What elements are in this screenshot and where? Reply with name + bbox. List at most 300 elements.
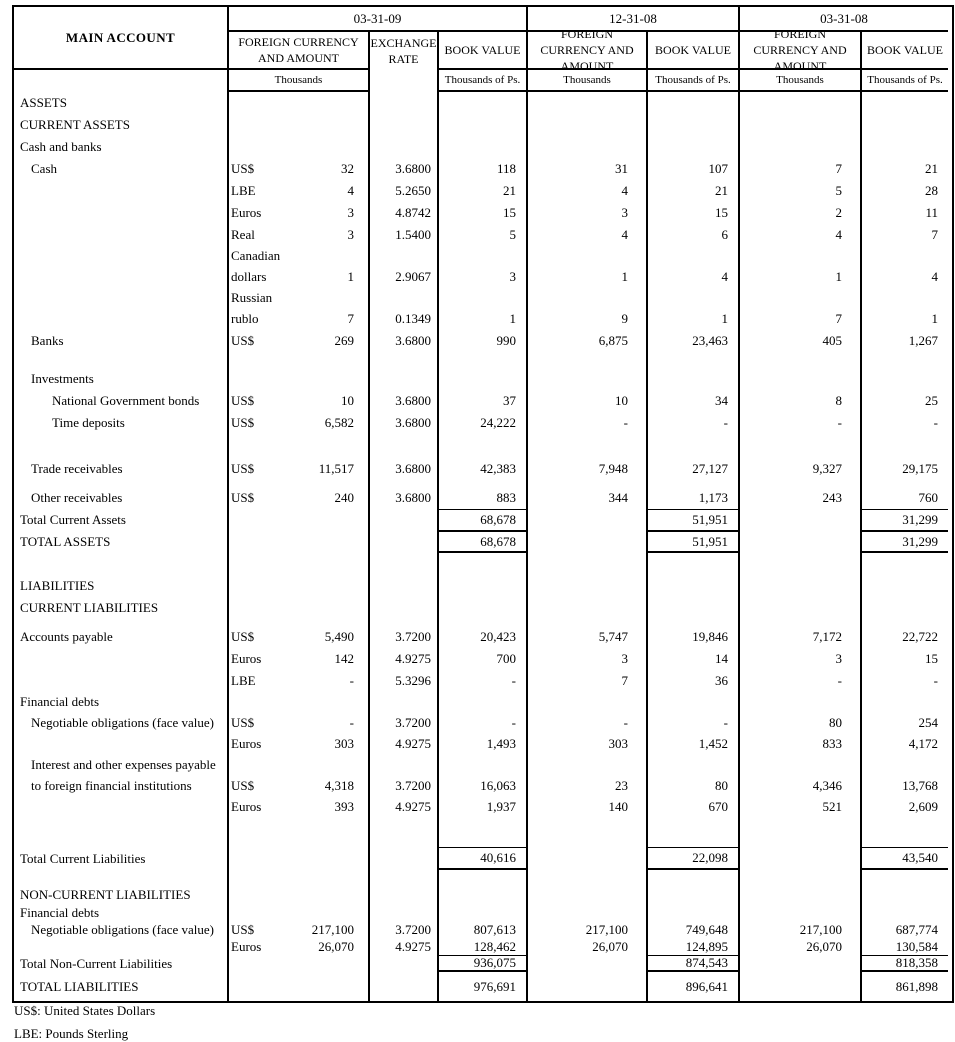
foreign-currency-12-cell: 23 [528,775,648,796]
book-value-08-cell: 861,898 [895,978,938,994]
currency-amount: 5,490 [324,629,354,644]
book-value-12-cell: 14 [648,648,740,670]
book-value-08-cell [862,246,948,266]
book-value-12-cell: 874,543 [648,955,740,972]
table-row [14,886,952,904]
book-value-08-cell: 1,267 [908,333,938,348]
foreign-currency-12-cell [528,352,648,368]
account-label-cell [14,487,229,509]
currency-amount: 3 [347,205,354,220]
currency-amount: 4 [347,183,354,198]
table-row [14,412,952,434]
book-value-09-cell: 21 [439,180,528,202]
currency-code: US$ [231,333,255,348]
account-label-cell [14,597,229,619]
book-value-12-cell [648,692,740,712]
foreign-currency-09-cell [229,597,370,619]
table-row [14,266,952,288]
foreign-currency-08-cell [740,352,862,368]
table-row [14,904,952,921]
book-value-12-cell [648,480,740,487]
foreign-currency-12-cell: - [528,412,648,434]
foreign-currency-08-cell: 7,172 [740,626,862,648]
exchange-rate-cell: 3.7200 [370,712,439,733]
foreign-currency-09-cell [229,796,370,817]
foreign-currency-12-cell [528,847,648,870]
currency-amount: - [349,714,354,730]
table-body [14,92,952,1001]
book-value-12-cell: 670 [648,796,740,817]
foreign-currency-09-cell [229,487,370,509]
account-label-cell [14,266,229,288]
table-row [14,597,952,619]
book-value-09-cell [439,870,528,886]
foreign-currency-09-cell [229,92,370,114]
account-label: National Government bonds [52,393,200,408]
book-value-09-cell [439,92,528,114]
table-row [14,648,952,670]
col-header-foreign-currency-09: FOREIGN CURRENCY AND AMOUNT [229,32,370,70]
book-value-12-cell: 4 [648,266,740,288]
account-label: Financial debts [20,694,100,709]
account-label: Total Current Liabilities [20,850,146,866]
table-row [14,458,952,480]
table-row [14,847,952,870]
book-value-09-cell [439,597,528,619]
foreign-currency-08-cell: 7 [740,158,862,180]
account-label-cell [14,692,229,712]
foreign-currency-08-cell: 2 [740,202,862,224]
book-value-12-cell: 896,641 [648,972,740,1001]
table-row [14,733,952,754]
account-label: Investments [31,371,94,386]
foreign-currency-08-cell [740,955,862,972]
foreign-currency-08-cell: 80 [740,712,862,733]
foreign-currency-12-cell: - [528,712,648,733]
book-value-09-cell [439,368,528,390]
table-row [14,330,952,352]
book-value-08-cell: 818,358 [862,955,948,972]
foreign-currency-12-cell [528,972,648,1001]
foreign-currency-09-cell [229,412,370,434]
foreign-currency-08-cell [740,114,862,136]
foreign-currency-08-cell: 8 [740,390,862,412]
account-label: Negotiable obligations (face value) [31,714,215,730]
book-value-12-cell: 22,098 [648,847,740,870]
book-value-08-cell [862,352,948,368]
foreign-currency-09-cell [229,288,370,308]
date-03-31-08: 03-31-08 [740,7,948,32]
book-value-12-cell [648,136,740,158]
foreign-currency-12-cell: 4 [528,224,648,246]
book-value-12-cell: 1,452 [648,733,740,754]
book-value-12-cell: 51,951 [648,531,740,553]
book-value-09-cell: 990 [439,330,528,352]
foreign-currency-12-cell: 31 [528,158,648,180]
table-row [14,92,952,114]
financial-table [12,5,954,1003]
foreign-currency-08-cell [740,817,862,847]
foreign-currency-09-cell [229,246,370,266]
account-label-cell [14,553,229,575]
account-label-cell [14,158,229,180]
book-value-08-cell: 760 [918,490,938,505]
book-value-09-cell [439,114,528,136]
account-label-cell [14,870,229,886]
currency-code: Euros [231,735,262,751]
book-value-09-cell [439,246,528,266]
account-label: to foreign financial institutions [31,777,192,793]
foreign-currency-12-cell [528,288,648,308]
book-value-08-cell: 1 [931,311,938,326]
account-label: Accounts payable [20,629,113,644]
exchange-rate-cell: 5.3296 [370,670,439,692]
table-row [14,288,952,308]
unit-thousands-08: Thousands [740,70,862,92]
account-label: Trade receivables [31,461,123,476]
foreign-currency-08-cell [740,847,862,870]
currency-amount: 303 [334,735,354,751]
foreign-currency-09-cell [229,202,370,224]
foreign-currency-08-cell [740,886,862,904]
exchange-rate-cell: 4.9275 [370,796,439,817]
currency-code: US$ [231,921,255,937]
table-row [14,870,952,886]
foreign-currency-12-cell [528,509,648,531]
currency-code: US$ [231,629,255,644]
book-value-09-cell: 3 [439,266,528,288]
account-label-cell [14,626,229,648]
unit-thousands-09: Thousands [229,70,370,92]
account-label: CURRENT ASSETS [20,117,130,132]
book-value-12-cell [648,434,740,458]
exchange-rate-cell [370,955,439,972]
foreign-currency-09-cell [229,712,370,733]
account-label-cell [14,972,229,1001]
table-row [14,575,952,597]
foreign-currency-12-cell: 3 [528,648,648,670]
table-row [14,202,952,224]
currency-code: US$ [231,777,255,793]
currency-amount: 10 [341,393,354,408]
book-value-09-cell [439,136,528,158]
exchange-rate-cell [370,754,439,775]
account-label-cell [14,458,229,480]
foreign-currency-12-cell: 7,948 [528,458,648,480]
account-label-cell [14,330,229,352]
foreign-currency-12-cell [528,904,648,921]
book-value-09-cell: 1 [439,308,528,330]
foreign-currency-08-cell [740,575,862,597]
book-value-12-cell [648,904,740,921]
book-value-12-cell: 749,648 [648,921,740,938]
currency-code: US$ [231,415,255,430]
book-value-12-cell: - [648,412,740,434]
account-label-cell [14,434,229,458]
book-value-09-cell: 128,462 [439,938,528,955]
foreign-currency-09-cell [229,158,370,180]
unit-thousands-12: Thousands [528,70,648,92]
account-label-cell [14,480,229,487]
account-label-cell [14,648,229,670]
exchange-rate-cell: 3.6800 [370,412,439,434]
book-value-09-cell: 40,616 [439,847,528,870]
foreign-currency-12-cell [528,553,648,575]
date-03-31-09: 03-31-09 [229,7,528,32]
account-label-cell [14,288,229,308]
book-value-09-cell: 68,678 [439,531,528,553]
currency-amount: 217,100 [311,921,354,937]
account-label-cell [14,246,229,266]
book-value-09-cell: 936,075 [439,955,528,972]
foreign-currency-12-cell [528,531,648,553]
table-row [14,246,952,266]
exchange-rate-cell: 3.6800 [370,390,439,412]
foreign-currency-09-cell [229,817,370,847]
book-value-12-cell: 27,127 [648,458,740,480]
book-value-09-cell: 15 [439,202,528,224]
book-value-08-cell [862,754,948,775]
foreign-currency-09-cell [229,938,370,955]
foreign-currency-08-cell: 9,327 [740,458,862,480]
exchange-rate-cell: 1.5400 [370,224,439,246]
book-value-12-cell [648,886,740,904]
book-value-09-cell: 118 [439,158,528,180]
foreign-currency-12-cell: 140 [528,796,648,817]
exchange-rate-cell: 3.7200 [370,775,439,796]
book-value-12-cell: 1 [648,308,740,330]
book-value-08-cell: 31,299 [862,531,948,553]
exchange-rate-cell: 5.2650 [370,180,439,202]
account-label-cell [14,754,229,775]
foreign-currency-08-cell: 26,070 [740,938,862,955]
currency-amount: 32 [341,161,354,176]
foreign-currency-09-cell [229,955,370,972]
footnote-usd: US$: United States Dollars [14,1003,156,1018]
exchange-rate-cell [370,246,439,266]
table-row [14,487,952,509]
table-header [14,7,952,74]
currency-code: US$ [231,461,255,476]
book-value-08-cell [862,92,948,114]
date-12-31-08: 12-31-08 [528,7,740,32]
foreign-currency-08-cell: 1 [740,266,862,288]
foreign-currency-09-cell [229,626,370,648]
foreign-currency-12-cell [528,597,648,619]
book-value-12-cell: 107 [648,158,740,180]
foreign-currency-08-cell [740,619,862,626]
account-label: Financial debts [20,904,100,920]
table-row [14,712,952,733]
exchange-rate-cell: 4.9275 [370,648,439,670]
book-value-08-cell: 13,768 [902,777,938,793]
book-value-09-cell [439,434,528,458]
book-value-09-cell [439,904,528,921]
currency-amount: 4,318 [324,777,354,793]
currency-amount: 7 [347,311,354,326]
foreign-currency-08-cell [740,754,862,775]
foreign-currency-12-cell: 217,100 [528,921,648,938]
foreign-currency-09-cell [229,692,370,712]
book-value-12-cell [648,246,740,266]
exchange-rate-cell [370,114,439,136]
foreign-currency-08-cell [740,531,862,553]
book-value-08-cell [862,553,948,575]
foreign-currency-09-cell [229,886,370,904]
table-row [14,180,952,202]
foreign-currency-08-cell [740,136,862,158]
foreign-currency-09-cell [229,754,370,775]
foreign-currency-12-cell [528,619,648,626]
exchange-rate-cell [370,904,439,921]
account-label: Cash [31,161,57,176]
currency-code: rublo [231,311,259,326]
footnote-lbe: LBE: Pounds Sterling [14,1026,129,1041]
foreign-currency-09-cell [229,553,370,575]
foreign-currency-09-cell [229,180,370,202]
book-value-09-cell [439,692,528,712]
table-row [14,921,952,938]
foreign-currency-12-cell: 4 [528,180,648,202]
book-value-12-cell [648,114,740,136]
foreign-currency-09-cell [229,847,370,870]
book-value-12-cell: 51,951 [648,509,740,531]
account-label: Time deposits [52,415,125,430]
book-value-08-cell: - [933,673,938,688]
foreign-currency-08-cell: 833 [740,733,862,754]
exchange-rate-cell [370,575,439,597]
book-value-08-cell: 21 [925,161,938,176]
book-value-12-cell: 15 [648,202,740,224]
account-label-cell [14,938,229,955]
book-value-08-cell: 4,172 [908,735,938,751]
foreign-currency-09-cell [229,733,370,754]
account-label-cell [14,92,229,114]
foreign-currency-12-cell: 7 [528,670,648,692]
currency-amount: - [349,673,354,688]
book-value-09-cell [439,886,528,904]
currency-amount: 6,582 [324,415,354,430]
account-label: Total Non-Current Liabilities [20,955,173,971]
book-value-09-cell: 1,937 [439,796,528,817]
currency-code: US$ [231,161,255,176]
currency-code: LBE [231,673,256,688]
book-value-09-cell: 807,613 [439,921,528,938]
table-row [14,509,952,531]
book-value-08-cell: 29,175 [902,461,938,476]
book-value-09-cell [439,754,528,775]
units-label-cell [14,70,229,92]
book-value-08-cell: - [933,415,938,430]
foreign-currency-08-cell: 7 [740,308,862,330]
book-value-08-cell [862,597,948,619]
book-value-08-cell: 15 [925,651,938,666]
account-label-cell [14,904,229,921]
table-row [14,158,952,180]
book-value-08-cell [862,692,948,712]
book-value-09-cell: - [439,670,528,692]
exchange-rate-cell: 3.6800 [370,330,439,352]
account-label-cell [14,308,229,330]
book-value-12-cell [648,368,740,390]
exchange-rate-cell [370,136,439,158]
book-value-08-cell [862,904,948,921]
foreign-currency-09-cell [229,531,370,553]
col-header-book-value-08: BOOK VALUE [862,32,948,70]
foreign-currency-12-cell [528,92,648,114]
table-row [14,817,952,847]
currency-code: dollars [231,269,267,284]
foreign-currency-09-cell [229,330,370,352]
book-value-09-cell: 16,063 [439,775,528,796]
account-label-cell [14,575,229,597]
table-row [14,308,952,330]
foreign-currency-09-cell [229,921,370,938]
currency-amount: 269 [334,333,354,348]
unit-thousands-ps-12: Thousands of Ps. [648,70,740,92]
account-label-cell [14,733,229,754]
foreign-currency-08-cell: 243 [740,487,862,509]
book-value-08-cell: 25 [925,393,938,408]
currency-amount: 142 [334,651,354,666]
book-value-09-cell [439,817,528,847]
book-value-12-cell [648,553,740,575]
currency-code: US$ [231,490,255,505]
foreign-currency-12-cell [528,886,648,904]
account-label-cell [14,390,229,412]
exchange-rate-cell [370,92,439,114]
account-label-cell [14,412,229,434]
currency-code: Euros [231,205,262,220]
foreign-currency-12-cell: 5,747 [528,626,648,648]
book-value-08-cell [862,870,948,886]
exchange-rate-cell [370,509,439,531]
book-value-08-cell: 31,299 [862,509,948,531]
book-value-09-cell: - [439,712,528,733]
foreign-currency-12-cell [528,692,648,712]
foreign-currency-09-cell [229,870,370,886]
foreign-currency-09-cell [229,904,370,921]
foreign-currency-12-cell [528,955,648,972]
foreign-currency-08-cell: 4,346 [740,775,862,796]
foreign-currency-08-cell: 405 [740,330,862,352]
exchange-rate-cell [370,480,439,487]
foreign-currency-08-cell [740,288,862,308]
book-value-12-cell: 21 [648,180,740,202]
table-row [14,224,952,246]
book-value-08-cell [862,136,948,158]
foreign-currency-08-cell [740,597,862,619]
book-value-09-cell: 883 [439,487,528,509]
currency-amount: 26,070 [318,938,354,954]
col-header-foreign-currency-12: FOREIGN CURRENCY AND AMOUNT [528,32,648,70]
foreign-currency-12-cell: 9 [528,308,648,330]
book-value-12-cell [648,817,740,847]
foreign-currency-08-cell: 5 [740,180,862,202]
account-label-cell [14,531,229,553]
foreign-currency-12-cell [528,246,648,266]
book-value-08-cell: 254 [918,714,938,730]
foreign-currency-12-cell [528,368,648,390]
exchange-rate-cell [370,434,439,458]
exchange-rate-cell [370,368,439,390]
currency-code: Euros [231,938,262,954]
foreign-currency-09-cell [229,368,370,390]
foreign-currency-09-cell [229,266,370,288]
account-label-cell [14,368,229,390]
table-row [14,553,952,575]
foreign-currency-08-cell [740,434,862,458]
